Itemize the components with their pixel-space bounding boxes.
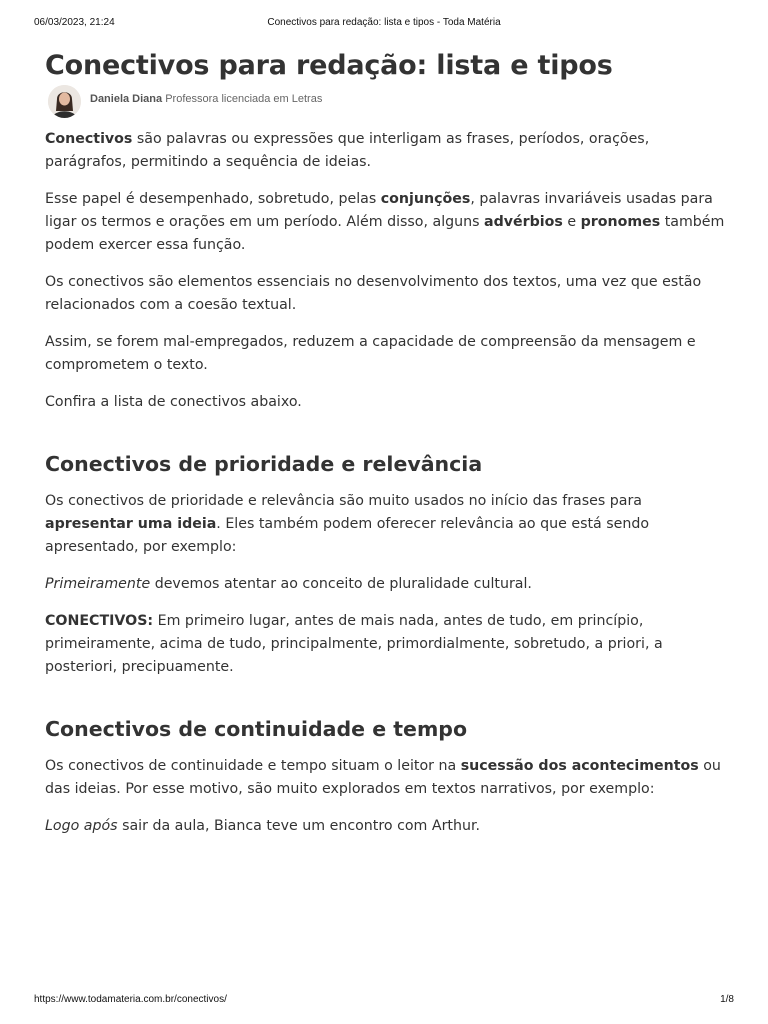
intro-paragraph-4: Assim, se forem mal-empregados, reduzem a capacidade de compreensão da mensagem e comprometem o texto. xyxy=(45,334,696,373)
page-url: https://www.todamateria.com.br/conectivos/ xyxy=(34,994,227,1005)
section-heading-prioridade: Conectivos de prioridade e relevância xyxy=(45,452,483,476)
bold-term: conjunções xyxy=(380,191,471,207)
section2-example: Logo após sair da aula, Bianca teve um encontro com Arthur. xyxy=(45,818,481,834)
bold-term: Conectivos xyxy=(45,131,133,147)
article-title: Conectivos para redação: lista e tipos xyxy=(45,50,613,81)
intro-paragraph-5: Confira a lista de conectivos abaixo. xyxy=(45,394,302,410)
page-number: 1/8 xyxy=(720,994,734,1005)
list-label: CONECTIVOS: xyxy=(45,613,154,629)
section-heading-continuidade: Conectivos de continuidade e tempo xyxy=(45,717,468,741)
section1-example: Primeiramente devemos atentar ao conceito de pluralidade cultural. xyxy=(45,576,532,592)
author-role: Professora licenciada em Letras xyxy=(165,93,323,105)
print-page-title: Conectivos para redação: lista e tipos - Toda Matéria xyxy=(267,17,501,28)
bold-term: sucessão dos acontecimentos xyxy=(460,758,699,774)
intro-paragraph-3: Os conectivos são elementos essenciais no desenvolvimento dos textos, uma vez que estão relacionados com a coesão textual. xyxy=(45,274,702,313)
print-date: 06/03/2023, 21:24 xyxy=(34,17,115,28)
italic-connective: Logo após xyxy=(45,818,118,834)
bold-term: advérbios xyxy=(484,214,563,230)
bold-term: apresentar uma ideia xyxy=(45,516,217,532)
section1-connectives-list: CONECTIVOS: Em primeiro lugar, antes de mais nada, antes de tudo, em princípio, primeiramente, acima de tudo, principalmente, primordialmente, sobretudo, a priori, a posteriori, precipuamente. xyxy=(45,613,663,675)
section1-paragraph: Os conectivos de prioridade e relevância são muito usados no início das frases para apresentar uma ideia. Eles também podem oferecer relevância ao que está sendo apresentado, por exemplo: xyxy=(45,493,650,555)
author-byline xyxy=(45,92,725,128)
italic-connective: Primeiramente xyxy=(45,576,151,592)
section2-paragraph: Os conectivos de continuidade e tempo situam o leitor na sucessão dos acontecimentos ou das ideias. Por esse motivo, são muito explorados em textos narrativos, por exemplo: xyxy=(45,758,721,797)
bold-term: pronomes xyxy=(580,214,661,230)
intro-paragraph-2: Esse papel é desempenhado, sobretudo, pelas conjunções, palavras invariáveis usadas para ligar os termos e orações em um período. Além disso, alguns advérbios e pronomes também podem exercer essa função. xyxy=(45,191,725,253)
author-avatar xyxy=(48,85,81,118)
article xyxy=(45,48,725,852)
author-name[interactable]: Daniela Diana xyxy=(90,93,163,105)
intro-paragraph-1: Conectivos são palavras ou expressões que interligam as frases, períodos, orações, parágrafos, permitindo a sequência de ideias. xyxy=(45,131,650,170)
